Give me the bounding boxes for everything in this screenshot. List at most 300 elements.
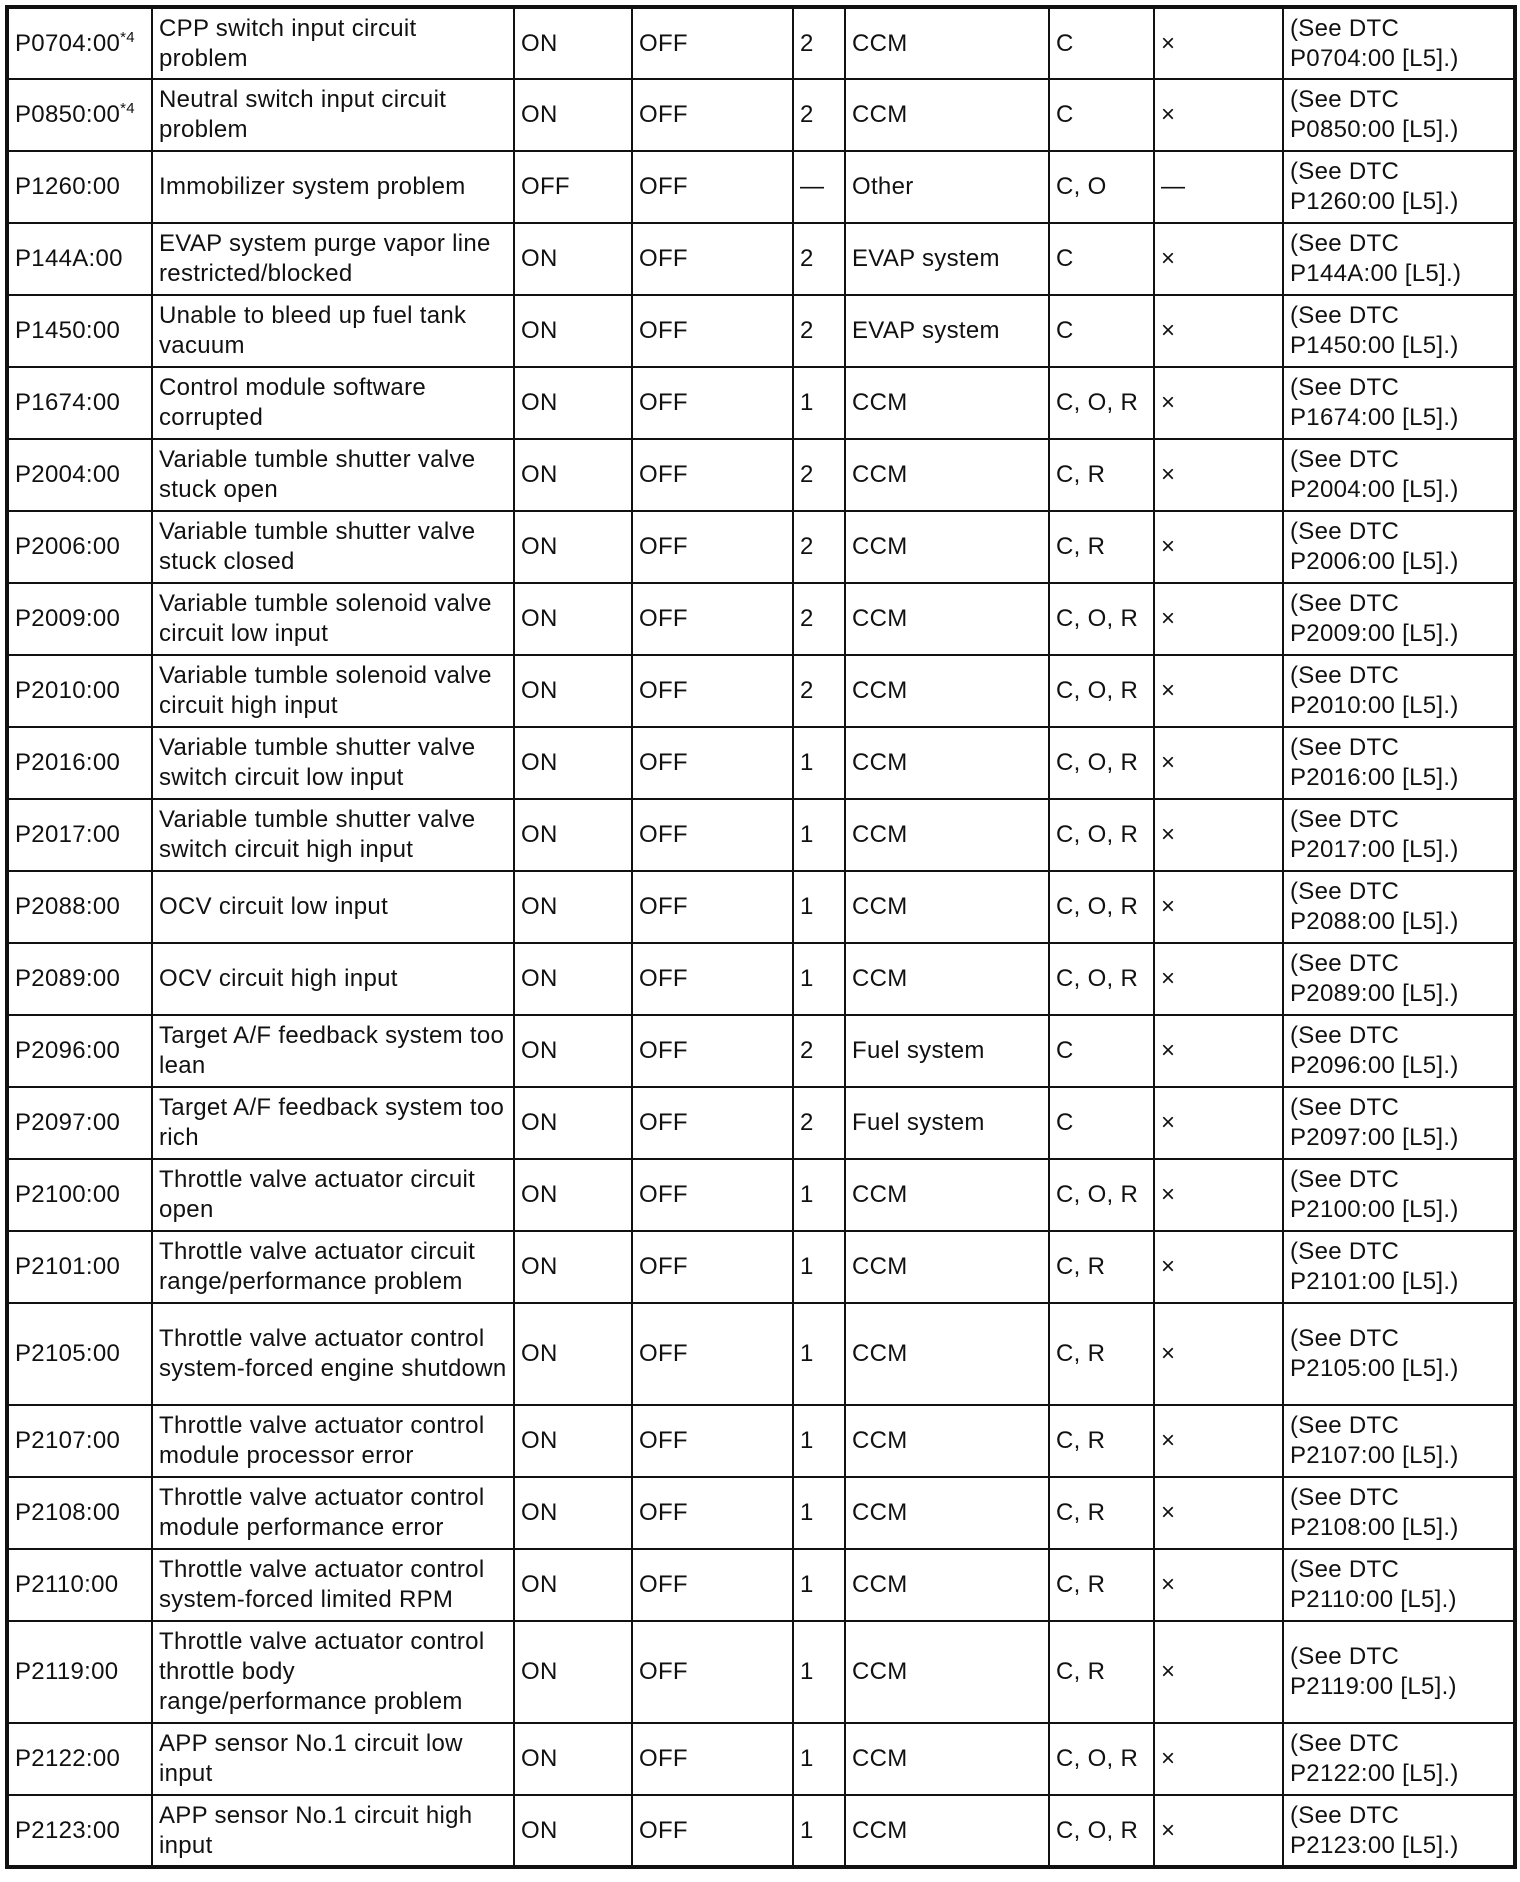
- check-stop-text: OFF: [639, 1571, 688, 1598]
- memory-function-text: C, O, R: [1056, 821, 1139, 848]
- memory-function-cell: [1049, 79, 1154, 151]
- dtc-description-text: Variable tumble solenoid valve circuit high input: [159, 662, 492, 719]
- reference-text: (See DTC P2097:00 [L5].): [1290, 1094, 1459, 1151]
- dtc-code-text: P2088:00: [15, 893, 121, 920]
- dtc-description-cell: [152, 1231, 514, 1303]
- reference-text: (See DTC P2016:00 [L5].): [1290, 734, 1459, 791]
- dtc-description-cell: [152, 295, 514, 367]
- drive-cycle-text: 1: [800, 893, 814, 920]
- monitor-item-text: CCM: [852, 965, 908, 992]
- dtc-description-cell: [152, 367, 514, 439]
- dtc-flag-cell: [1154, 943, 1283, 1015]
- monitor-item-text: CCM: [852, 893, 908, 920]
- dtc-code-text: P2010:00: [15, 677, 121, 704]
- check-stop-cell: [632, 1087, 793, 1159]
- reference-cell: [1283, 1303, 1515, 1405]
- check-stop-cell: [632, 799, 793, 871]
- reference-cell: [1283, 871, 1515, 943]
- drive-cycle-text: 2: [800, 533, 814, 560]
- drive-cycle-cell: [793, 871, 845, 943]
- mil-text: ON: [521, 1571, 558, 1598]
- mil-text: ON: [521, 1427, 558, 1454]
- mil-cell: [514, 223, 632, 295]
- drive-cycle-text: 1: [800, 821, 814, 848]
- monitor-item-cell: [845, 1549, 1049, 1621]
- memory-function-text: C: [1056, 1109, 1074, 1136]
- drive-cycle-text: 2: [800, 461, 814, 488]
- dtc-table: [5, 5, 1517, 1869]
- monitor-item-cell: [845, 1795, 1049, 1867]
- dtc-flag-text: ×: [1161, 533, 1176, 560]
- memory-function-cell: [1049, 943, 1154, 1015]
- monitor-item-cell: [845, 1621, 1049, 1723]
- drive-cycle-cell: [793, 727, 845, 799]
- memory-function-text: C: [1056, 101, 1074, 128]
- drive-cycle-text: 2: [800, 317, 814, 344]
- dtc-description-text: Throttle valve actuator circuit open: [159, 1166, 476, 1223]
- monitor-item-text: CCM: [852, 1658, 908, 1685]
- dtc-flag-text: ×: [1161, 677, 1176, 704]
- mil-text: ON: [521, 317, 558, 344]
- dtc-code-cell: [7, 439, 152, 511]
- mil-cell: [514, 1723, 632, 1795]
- drive-cycle-text: 2: [800, 29, 814, 57]
- check-stop-cell: [632, 367, 793, 439]
- dtc-code-text: P144A:00: [15, 245, 123, 272]
- mil-cell: [514, 1405, 632, 1477]
- dtc-code-text: P2097:00: [15, 1109, 121, 1136]
- dtc-description-cell: [152, 1087, 514, 1159]
- dtc-description-text: Throttle valve actuator control system-forced limited RPM: [159, 1556, 485, 1613]
- drive-cycle-text: 2: [800, 1037, 814, 1064]
- drive-cycle-text: 1: [800, 1340, 814, 1367]
- memory-function-cell: [1049, 1159, 1154, 1231]
- dtc-flag-cell: [1154, 151, 1283, 223]
- check-stop-text: OFF: [639, 101, 688, 128]
- reference-text: (See DTC P1674:00 [L5].): [1290, 374, 1459, 431]
- drive-cycle-cell: [793, 511, 845, 583]
- dtc-description-cell: [152, 799, 514, 871]
- table-row: [7, 1795, 1515, 1867]
- dtc-description-cell: [152, 79, 514, 151]
- dtc-flag-text: ×: [1161, 1037, 1176, 1064]
- mil-text: ON: [521, 101, 558, 128]
- check-stop-cell: [632, 943, 793, 1015]
- memory-function-cell: [1049, 367, 1154, 439]
- dtc-code-cell: [7, 1621, 152, 1723]
- table-row: [7, 655, 1515, 727]
- check-stop-text: OFF: [639, 533, 688, 560]
- dtc-code-text: P2017:00: [15, 821, 121, 848]
- mil-text: ON: [521, 1181, 558, 1208]
- reference-text: (See DTC P2017:00 [L5].): [1290, 806, 1459, 863]
- memory-function-text: C: [1056, 317, 1074, 344]
- dtc-code-cell: [7, 799, 152, 871]
- check-stop-text: OFF: [639, 749, 688, 776]
- drive-cycle-text: 2: [800, 245, 814, 272]
- memory-function-text: C, O, R: [1056, 1816, 1139, 1844]
- monitor-item-text: CCM: [852, 101, 908, 128]
- reference-text: (See DTC P2100:00 [L5].): [1290, 1166, 1459, 1223]
- check-stop-cell: [632, 1723, 793, 1795]
- check-stop-text: OFF: [639, 893, 688, 920]
- mil-text: ON: [521, 1253, 558, 1280]
- memory-function-text: C, O, R: [1056, 1745, 1139, 1772]
- monitor-item-text: CCM: [852, 29, 908, 57]
- mil-cell: [514, 7, 632, 79]
- check-stop-text: OFF: [639, 245, 688, 272]
- reference-text: (See DTC P2108:00 [L5].): [1290, 1484, 1459, 1541]
- table-row: [7, 583, 1515, 655]
- mil-text: ON: [521, 893, 558, 920]
- dtc-code-text: P0850:00: [15, 101, 121, 128]
- dtc-code-cell: [7, 223, 152, 295]
- mil-cell: [514, 799, 632, 871]
- mil-cell: [514, 1477, 632, 1549]
- mil-text: ON: [521, 1037, 558, 1064]
- monitor-item-cell: [845, 79, 1049, 151]
- memory-function-cell: [1049, 7, 1154, 79]
- dtc-flag-cell: [1154, 1303, 1283, 1405]
- table-row: [7, 1303, 1515, 1405]
- dtc-flag-text: ×: [1161, 1745, 1176, 1772]
- dtc-code-text: P2100:00: [15, 1181, 121, 1208]
- dtc-description-cell: [152, 1477, 514, 1549]
- dtc-code-text: P2108:00: [15, 1499, 121, 1526]
- check-stop-cell: [632, 727, 793, 799]
- mil-cell: [514, 511, 632, 583]
- memory-function-text: C, O, R: [1056, 389, 1139, 416]
- memory-function-text: C: [1056, 29, 1074, 57]
- memory-function-cell: [1049, 439, 1154, 511]
- check-stop-cell: [632, 79, 793, 151]
- reference-text: (See DTC P2006:00 [L5].): [1290, 518, 1459, 575]
- table-row: [7, 727, 1515, 799]
- reference-cell: [1283, 583, 1515, 655]
- reference-cell: [1283, 1159, 1515, 1231]
- table-row: [7, 295, 1515, 367]
- mil-cell: [514, 1231, 632, 1303]
- dtc-description-cell: [152, 1549, 514, 1621]
- dtc-description-text: Variable tumble shutter valve stuck closed: [159, 518, 476, 575]
- dtc-flag-cell: [1154, 1405, 1283, 1477]
- drive-cycle-cell: [793, 1795, 845, 1867]
- table-row: [7, 1723, 1515, 1795]
- monitor-item-text: CCM: [852, 1499, 908, 1526]
- monitor-item-cell: [845, 1159, 1049, 1231]
- reference-cell: [1283, 7, 1515, 79]
- dtc-code-cell: [7, 1477, 152, 1549]
- mil-text: ON: [521, 461, 558, 488]
- dtc-code-cell: [7, 943, 152, 1015]
- check-stop-text: OFF: [639, 29, 688, 57]
- reference-text: (See DTC P2009:00 [L5].): [1290, 590, 1459, 647]
- table-row: [7, 367, 1515, 439]
- check-stop-text: OFF: [639, 461, 688, 488]
- check-stop-text: OFF: [639, 1499, 688, 1526]
- memory-function-text: C, R: [1056, 1253, 1106, 1280]
- dtc-flag-cell: [1154, 1549, 1283, 1621]
- check-stop-cell: [632, 7, 793, 79]
- monitor-item-cell: [845, 727, 1049, 799]
- drive-cycle-cell: [793, 1549, 845, 1621]
- reference-text: (See DTC P2010:00 [L5].): [1290, 662, 1459, 719]
- monitor-item-cell: [845, 439, 1049, 511]
- mil-cell: [514, 79, 632, 151]
- dtc-flag-text: ×: [1161, 389, 1176, 416]
- dtc-description-text: Control module software corrupted: [159, 374, 427, 431]
- check-stop-cell: [632, 1015, 793, 1087]
- dtc-code-cell: [7, 79, 152, 151]
- monitor-item-text: CCM: [852, 1427, 908, 1454]
- check-stop-text: OFF: [639, 677, 688, 704]
- mil-cell: [514, 655, 632, 727]
- drive-cycle-text: —: [800, 173, 825, 200]
- monitor-item-text: Fuel system: [852, 1037, 985, 1064]
- memory-function-text: C, O, R: [1056, 893, 1139, 920]
- reference-text: (See DTC P2107:00 [L5].): [1290, 1412, 1459, 1469]
- memory-function-text: C, R: [1056, 1571, 1106, 1598]
- table-row: [7, 1015, 1515, 1087]
- memory-function-cell: [1049, 223, 1154, 295]
- monitor-item-text: CCM: [852, 821, 908, 848]
- reference-cell: [1283, 439, 1515, 511]
- dtc-description-cell: [152, 655, 514, 727]
- mil-cell: [514, 583, 632, 655]
- memory-function-cell: [1049, 1087, 1154, 1159]
- dtc-flag-cell: [1154, 871, 1283, 943]
- dtc-code-text: P2004:00: [15, 461, 121, 488]
- reference-text: (See DTC P0850:00 [L5].): [1290, 86, 1459, 143]
- dtc-description-text: CPP switch input circuit problem: [159, 14, 417, 72]
- reference-text: (See DTC P2004:00 [L5].): [1290, 446, 1459, 503]
- drive-cycle-cell: [793, 1015, 845, 1087]
- table-row: [7, 1621, 1515, 1723]
- table-row: [7, 1477, 1515, 1549]
- dtc-code-cell: [7, 1015, 152, 1087]
- table-row: [7, 439, 1515, 511]
- dtc-description-cell: [152, 223, 514, 295]
- mil-cell: [514, 1549, 632, 1621]
- check-stop-text: OFF: [639, 1037, 688, 1064]
- dtc-flag-text: ×: [1161, 1253, 1176, 1280]
- dtc-code-text: P2110:00: [15, 1571, 119, 1598]
- monitor-item-text: CCM: [852, 1340, 908, 1367]
- memory-function-text: C, O, R: [1056, 605, 1139, 632]
- reference-cell: [1283, 79, 1515, 151]
- mil-text: ON: [521, 533, 558, 560]
- memory-function-cell: [1049, 655, 1154, 727]
- check-stop-text: OFF: [639, 1745, 688, 1772]
- check-stop-text: OFF: [639, 317, 688, 344]
- mil-text: ON: [521, 677, 558, 704]
- dtc-code-text: P1260:00: [15, 173, 121, 200]
- memory-function-text: C, R: [1056, 1427, 1106, 1454]
- monitor-item-cell: [845, 1477, 1049, 1549]
- dtc-flag-text: ×: [1161, 749, 1176, 776]
- memory-function-cell: [1049, 1549, 1154, 1621]
- monitor-item-text: CCM: [852, 605, 908, 632]
- reference-cell: [1283, 1405, 1515, 1477]
- reference-cell: [1283, 1795, 1515, 1867]
- mil-cell: [514, 1087, 632, 1159]
- dtc-code-text: P2123:00: [15, 1816, 121, 1844]
- dtc-code-cell: [7, 1087, 152, 1159]
- dtc-code-cell: [7, 367, 152, 439]
- reference-cell: [1283, 799, 1515, 871]
- dtc-description-cell: [152, 1159, 514, 1231]
- dtc-description-text: Throttle valve actuator control module processor error: [159, 1412, 485, 1469]
- dtc-code-cell: [7, 583, 152, 655]
- monitor-item-text: CCM: [852, 461, 908, 488]
- dtc-description-text: OCV circuit low input: [159, 893, 389, 920]
- mil-cell: [514, 1303, 632, 1405]
- mil-text: ON: [521, 389, 558, 416]
- monitor-item-text: CCM: [852, 1571, 908, 1598]
- reference-text: (See DTC P144A:00 [L5].): [1290, 230, 1462, 287]
- memory-function-text: C, O, R: [1056, 749, 1139, 776]
- check-stop-text: OFF: [639, 1109, 688, 1136]
- mil-text: OFF: [521, 173, 570, 200]
- memory-function-text: C, R: [1056, 1499, 1106, 1526]
- dtc-description-cell: [152, 1405, 514, 1477]
- drive-cycle-text: 1: [800, 1253, 814, 1280]
- memory-function-cell: [1049, 1795, 1154, 1867]
- check-stop-cell: [632, 583, 793, 655]
- drive-cycle-cell: [793, 367, 845, 439]
- dtc-code-cell: [7, 1723, 152, 1795]
- drive-cycle-text: 1: [800, 1499, 814, 1526]
- check-stop-text: OFF: [639, 1816, 688, 1844]
- reference-text: (See DTC P0704:00 [L5].): [1290, 14, 1459, 72]
- check-stop-cell: [632, 1405, 793, 1477]
- monitor-item-cell: [845, 871, 1049, 943]
- mil-cell: [514, 727, 632, 799]
- dtc-code-text: P2105:00: [15, 1340, 121, 1367]
- reference-text: (See DTC P2101:00 [L5].): [1290, 1238, 1459, 1295]
- dtc-description-cell: [152, 151, 514, 223]
- table-row: [7, 223, 1515, 295]
- memory-function-cell: [1049, 295, 1154, 367]
- drive-cycle-cell: [793, 1477, 845, 1549]
- mil-cell: [514, 943, 632, 1015]
- check-stop-text: OFF: [639, 821, 688, 848]
- dtc-flag-text: ×: [1161, 1816, 1176, 1844]
- dtc-description-text: Throttle valve actuator control system-forced engine shutdown: [159, 1325, 507, 1382]
- mil-cell: [514, 151, 632, 223]
- monitor-item-cell: [845, 151, 1049, 223]
- dtc-flag-text: ×: [1161, 605, 1176, 632]
- dtc-code-text: P2096:00: [15, 1037, 121, 1064]
- reference-cell: [1283, 151, 1515, 223]
- dtc-code-cell: [7, 7, 152, 79]
- drive-cycle-text: 2: [800, 1109, 814, 1136]
- dtc-flag-text: ×: [1161, 101, 1176, 128]
- drive-cycle-cell: [793, 943, 845, 1015]
- dtc-description-text: Throttle valve actuator control throttle body range/performance problem: [159, 1628, 485, 1715]
- dtc-code-text: P2089:00: [15, 965, 121, 992]
- dtc-flag-text: ×: [1161, 1571, 1176, 1598]
- dtc-description-cell: [152, 1303, 514, 1405]
- dtc-code-text: P2101:00: [15, 1253, 121, 1280]
- dtc-description-text: Throttle valve actuator circuit range/performance problem: [159, 1238, 476, 1295]
- drive-cycle-cell: [793, 1723, 845, 1795]
- dtc-code-text: P2107:00: [15, 1427, 121, 1454]
- mil-cell: [514, 295, 632, 367]
- reference-cell: [1283, 1477, 1515, 1549]
- check-stop-cell: [632, 1303, 793, 1405]
- dtc-flag-cell: [1154, 1477, 1283, 1549]
- mil-text: ON: [521, 1109, 558, 1136]
- dtc-flag-text: ×: [1161, 1181, 1176, 1208]
- dtc-flag-cell: [1154, 655, 1283, 727]
- reference-text: (See DTC P2089:00 [L5].): [1290, 950, 1459, 1007]
- drive-cycle-text: 1: [800, 1427, 814, 1454]
- dtc-code-text: P2006:00: [15, 533, 121, 560]
- reference-cell: [1283, 223, 1515, 295]
- reference-text: (See DTC P1450:00 [L5].): [1290, 302, 1459, 359]
- dtc-description-cell: [152, 871, 514, 943]
- dtc-code-cell: [7, 151, 152, 223]
- dtc-flag-cell: [1154, 223, 1283, 295]
- memory-function-cell: [1049, 511, 1154, 583]
- reference-text: (See DTC P2088:00 [L5].): [1290, 878, 1459, 935]
- monitor-item-text: CCM: [852, 1181, 908, 1208]
- memory-function-text: C, O, R: [1056, 1181, 1139, 1208]
- monitor-item-cell: [845, 799, 1049, 871]
- mil-text: ON: [521, 605, 558, 632]
- drive-cycle-text: 1: [800, 749, 814, 776]
- mil-text: ON: [521, 749, 558, 776]
- check-stop-cell: [632, 1549, 793, 1621]
- memory-function-cell: [1049, 799, 1154, 871]
- mil-text: ON: [521, 245, 558, 272]
- memory-function-cell: [1049, 1015, 1154, 1087]
- table-row: [7, 7, 1515, 79]
- check-stop-cell: [632, 1477, 793, 1549]
- memory-function-cell: [1049, 1477, 1154, 1549]
- reference-text: (See DTC P2123:00 [L5].): [1290, 1801, 1459, 1859]
- table-row: [7, 79, 1515, 151]
- monitor-item-text: Fuel system: [852, 1109, 985, 1136]
- dtc-code-cell: [7, 1303, 152, 1405]
- mil-cell: [514, 1015, 632, 1087]
- memory-function-cell: [1049, 1231, 1154, 1303]
- drive-cycle-cell: [793, 1621, 845, 1723]
- monitor-item-text: CCM: [852, 749, 908, 776]
- monitor-item-cell: [845, 655, 1049, 727]
- monitor-item-text: CCM: [852, 1816, 908, 1844]
- dtc-description-text: APP sensor No.1 circuit high input: [159, 1801, 473, 1859]
- mil-text: ON: [521, 1340, 558, 1367]
- dtc-flag-text: ×: [1161, 461, 1176, 488]
- dtc-description-text: Immobilizer system problem: [159, 173, 466, 200]
- monitor-item-cell: [845, 1405, 1049, 1477]
- drive-cycle-cell: [793, 1303, 845, 1405]
- check-stop-cell: [632, 439, 793, 511]
- dtc-flag-cell: [1154, 799, 1283, 871]
- dtc-flag-text: ×: [1161, 1658, 1176, 1685]
- dtc-flag-cell: [1154, 367, 1283, 439]
- dtc-code-cell: [7, 1549, 152, 1621]
- footnote-marker: *4: [120, 28, 135, 46]
- footnote-marker: *4: [120, 100, 135, 117]
- drive-cycle-text: 1: [800, 1181, 814, 1208]
- reference-text: (See DTC P2110:00 [L5].): [1290, 1556, 1457, 1613]
- dtc-description-text: Variable tumble shutter valve switch circuit high input: [159, 806, 476, 863]
- check-stop-cell: [632, 223, 793, 295]
- monitor-item-cell: [845, 223, 1049, 295]
